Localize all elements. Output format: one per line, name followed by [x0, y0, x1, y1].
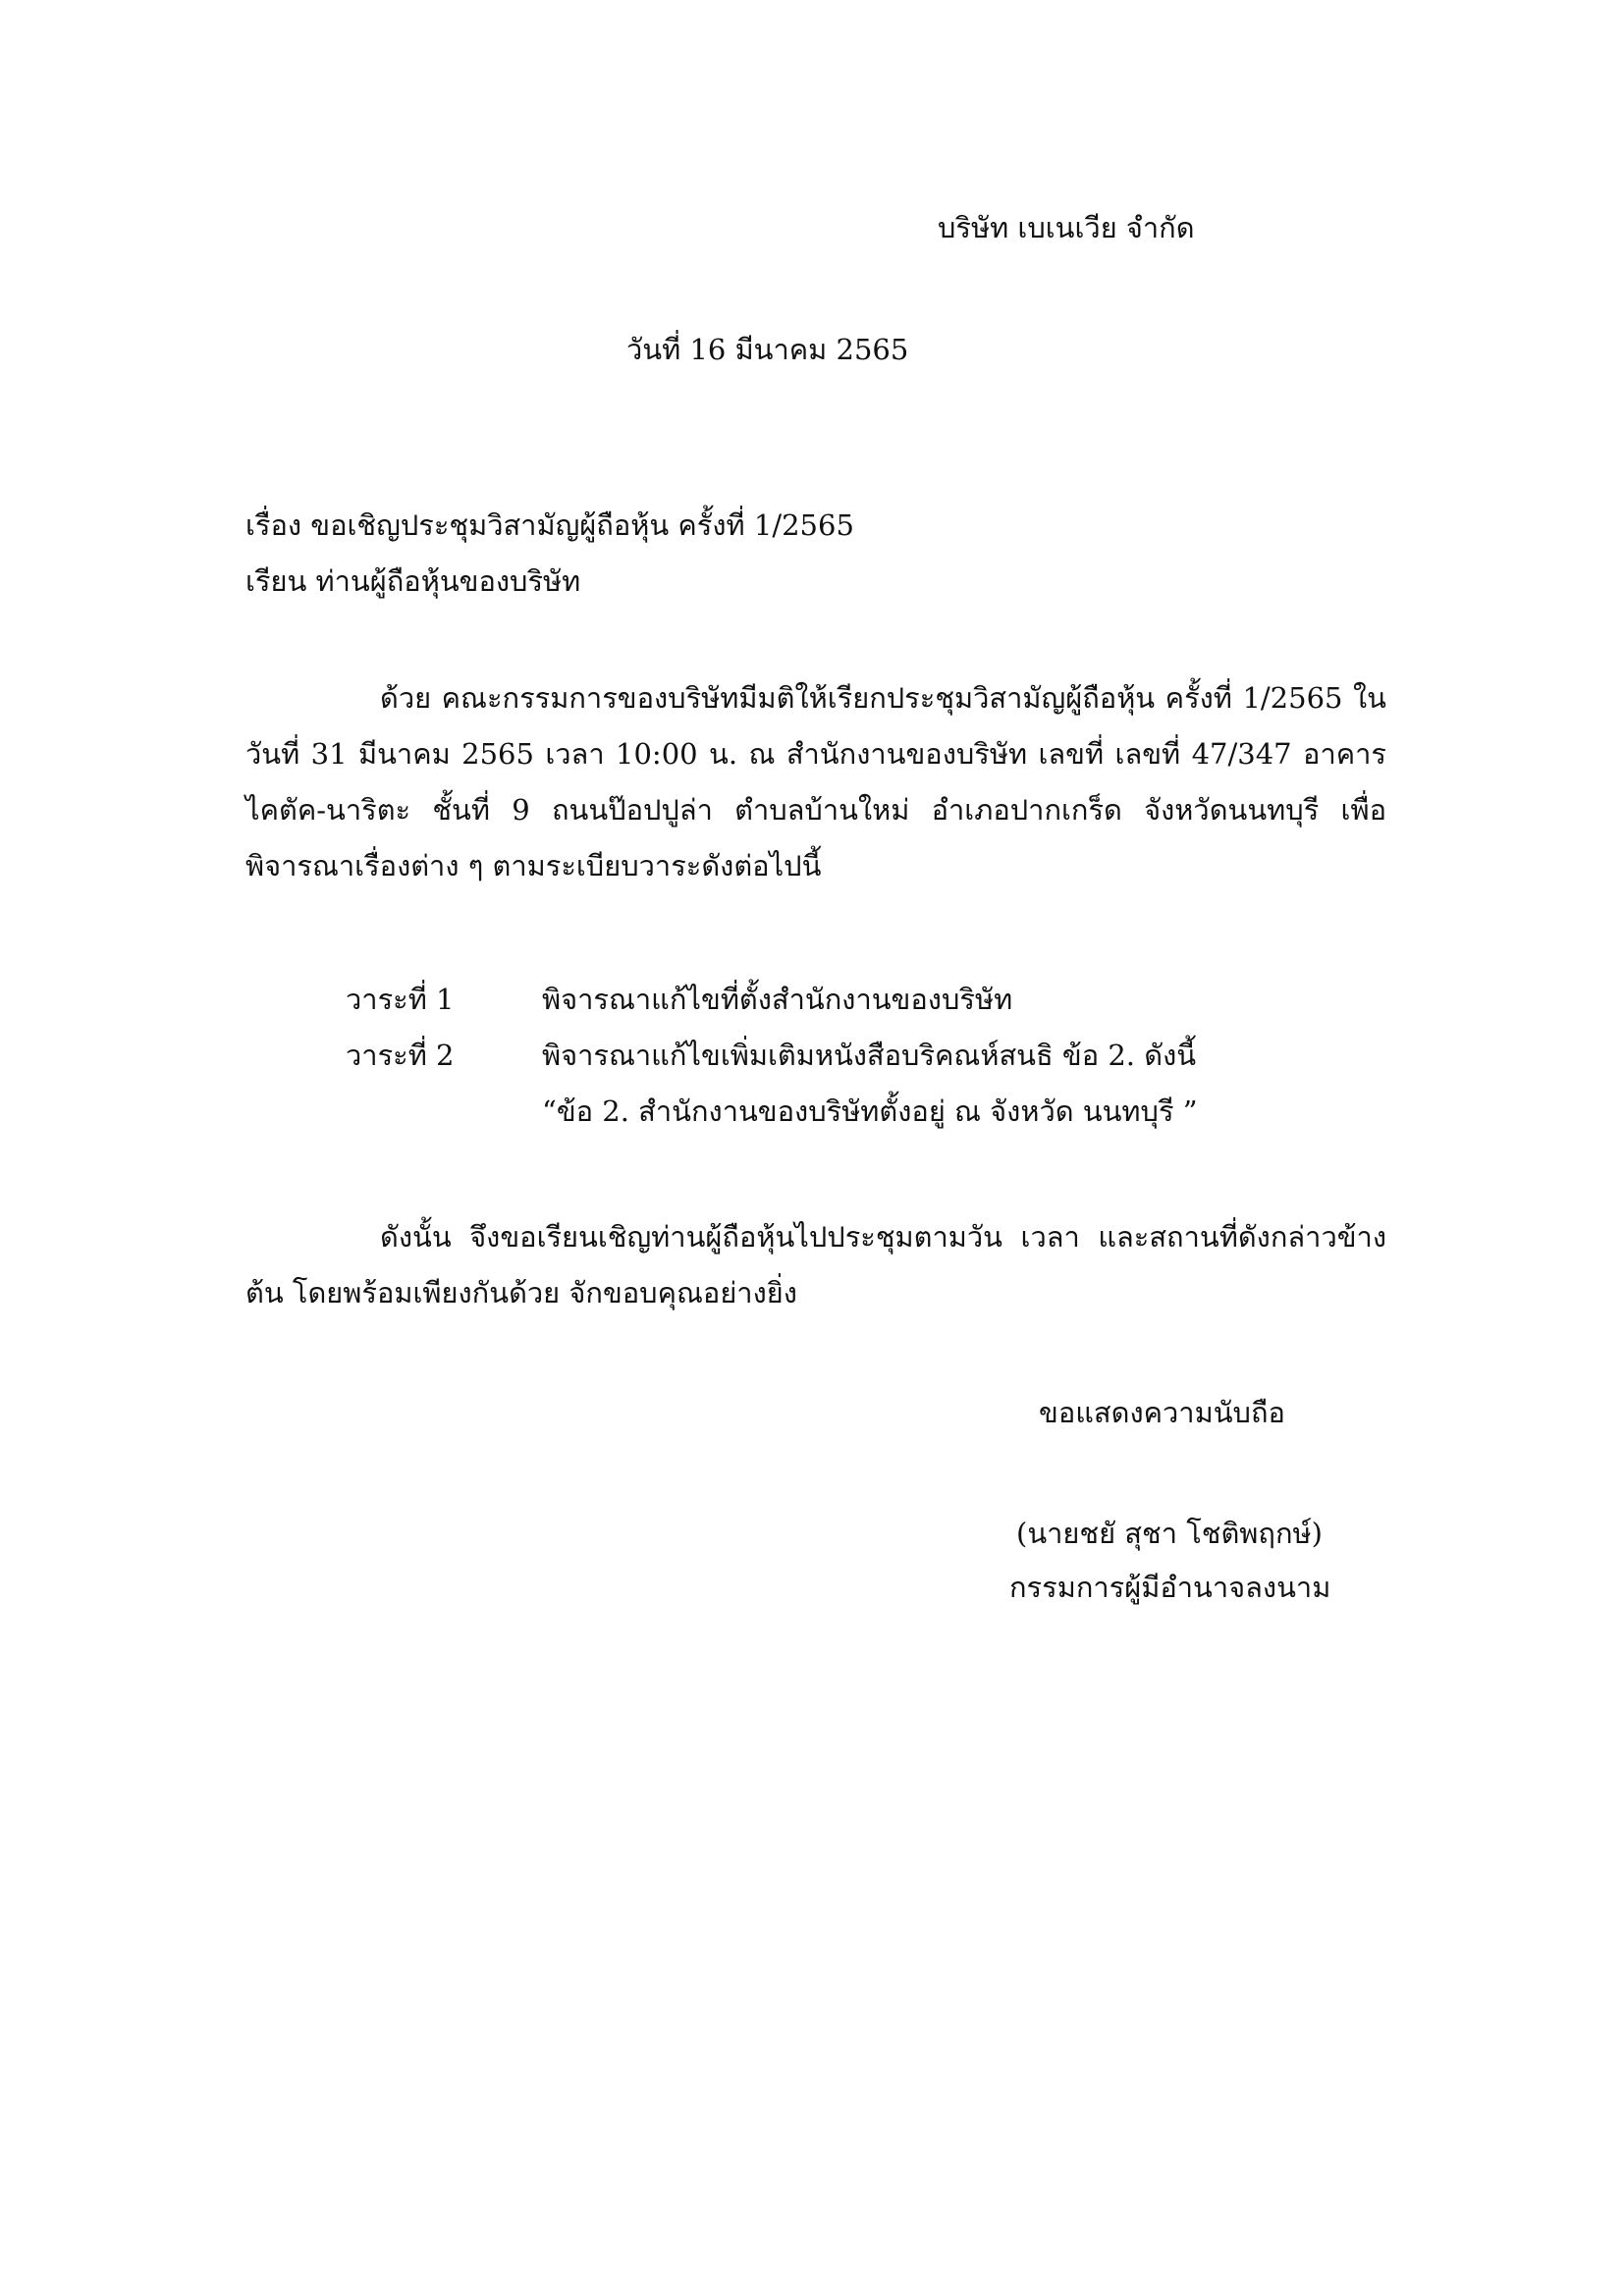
body-paragraph-2: ดังนั้น จึงขอเรียนเชิญท่านผู้ถือหุ้นไปประชุมตามวัน เวลา และสถานที่ดังกล่าวข้างต้น โดยพร้อมเพียงกันด้วย จักขอบคุณอย่างยิ่ง [245, 1220, 1386, 1309]
agenda-item-2-label: วาระที่ 2 [346, 1039, 455, 1072]
closing-line: ขอแสดงความนับถือ [1039, 1396, 1285, 1429]
signer-name: (นายชยั สุชา โชติพฤกษ์) [1016, 1517, 1323, 1550]
agenda-item-1-text: พิจารณาแก้ไขที่ตั้งสำนักงานของบริษัท [542, 983, 1013, 1016]
agenda-item-2-text: พิจารณาแก้ไขเพิ่มเติมหนังสือบริคณห์สนธิ ข้อ 2. ดังนี้ [542, 1039, 1197, 1072]
agenda-item-1-label: วาระที่ 1 [346, 983, 455, 1016]
company-name: บริษัท เบเนเวีย จำกัด [938, 211, 1195, 244]
salutation-line: เรียน ท่านผู้ถือหุ้นของบริษัท [245, 564, 581, 598]
signer-title: กรรมการผู้มีอำนาจลงนาม [1009, 1571, 1331, 1604]
subject-line: เรื่อง ขอเชิญประชุมวิสามัญผู้ถือหุ้น ครั้งที่ 1/2565 [245, 508, 854, 542]
body-paragraph-1: ด้วย คณะกรรมการของบริษัทมีมติให้เรียกประชุมวิสามัญผู้ถือหุ้น ครั้งที่ 1/2565 ในวันที่ 31 มีนาคม 2565 เวลา 10:00 น. ณ สำนักงานของบริษัท เลขที่ เลขที่ 47/347 อาคารไคตัค-นาริตะ ชั้นที่ 9 ถนนป๊อปปูล่า ตำบลบ้านใหม่ อำเภอปากเกร็ด จังหวัดนนทบุรี เพื่อพิจารณาเรื่องต่าง ๆ ตามระเบียบวาระดังต่อไปนี้ [245, 681, 1386, 882]
letter-date: วันที่ 16 มีนาคม 2565 [626, 333, 909, 366]
agenda-item-2-quote: “ข้อ 2. สำนักงานของบริษัทตั้งอยู่ ณ จังหวัด นนทบุรี ” [542, 1095, 1198, 1128]
